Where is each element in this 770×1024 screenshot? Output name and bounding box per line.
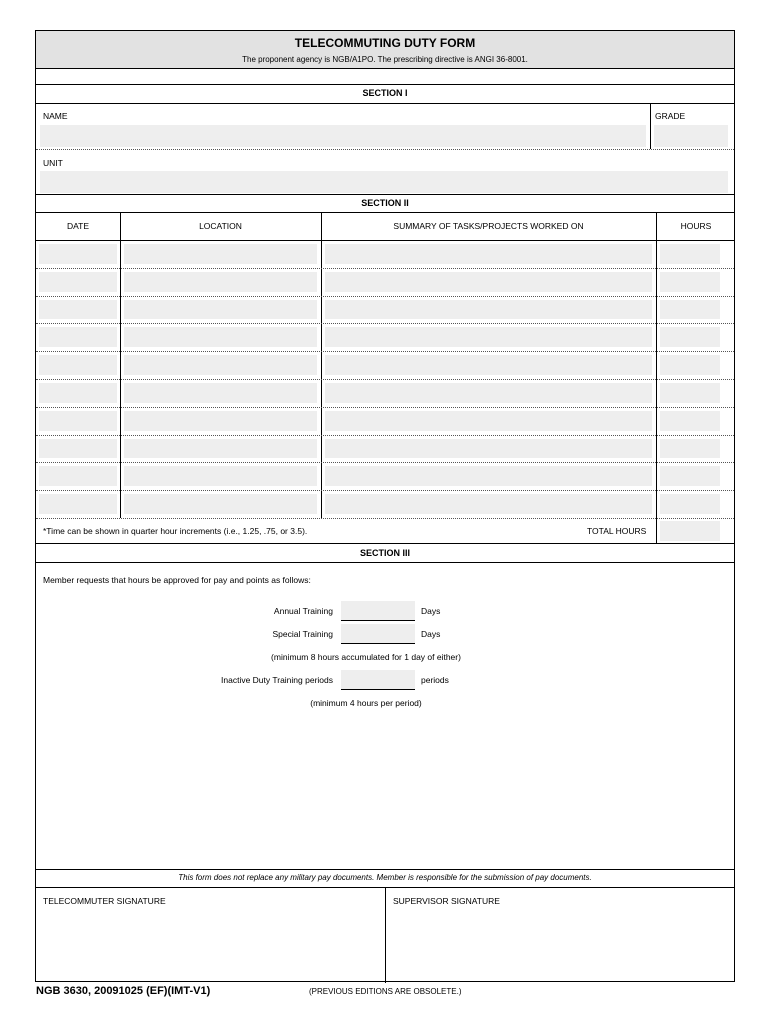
location-cell-field[interactable]	[124, 272, 317, 292]
summary-cell-field[interactable]	[325, 327, 652, 347]
unit-field[interactable]	[40, 171, 728, 193]
previous-editions-note: (PREVIOUS EDITIONS ARE OBSOLETE.)	[309, 987, 462, 996]
telecommuting-duty-form	[35, 30, 735, 982]
location-cell-field[interactable]	[124, 300, 317, 320]
idt-periods-unit: periods	[421, 675, 449, 685]
special-training-label: Special Training	[272, 629, 333, 639]
date-cell-field[interactable]	[39, 327, 117, 347]
date-cell-field[interactable]	[39, 411, 117, 431]
section-3-intro: Member requests that hours be approved for pay and points as follows:	[43, 575, 311, 585]
supervisor-signature-field[interactable]	[390, 909, 730, 979]
date-cell-field[interactable]	[39, 272, 117, 292]
minimum-days-note: (minimum 8 hours accumulated for 1 day of either)	[271, 652, 461, 662]
hours-cell-field[interactable]	[660, 272, 720, 292]
unit-label: UNIT	[43, 158, 63, 168]
special-training-unit: Days	[421, 629, 441, 639]
row-divider	[36, 490, 734, 491]
idt-periods-label: Inactive Duty Training periods	[221, 675, 333, 685]
row-divider	[36, 296, 734, 297]
hours-cell-field[interactable]	[660, 439, 720, 459]
date-cell-field[interactable]	[39, 383, 117, 403]
total-hours-field[interactable]	[660, 521, 720, 541]
col-header-location: LOCATION	[199, 221, 242, 231]
date-cell-field[interactable]	[39, 439, 117, 459]
location-cell-field[interactable]	[124, 466, 317, 486]
annual-training-unit: Days	[421, 606, 441, 616]
location-cell-field[interactable]	[124, 244, 317, 264]
annual-training-label: Annual Training	[273, 606, 333, 616]
date-cell-field[interactable]	[39, 244, 117, 264]
section-3-title: SECTION III	[359, 548, 410, 558]
pay-documents-disclaimer: This form does not replace any military pay documents. Member is responsible for the submission of pay documents.	[178, 873, 592, 882]
special-training-days-field[interactable]	[341, 624, 415, 643]
hours-cell-field[interactable]	[660, 411, 720, 431]
location-cell-field[interactable]	[124, 411, 317, 431]
hours-cell-field[interactable]	[660, 327, 720, 347]
location-cell-field[interactable]	[124, 439, 317, 459]
date-cell-field[interactable]	[39, 355, 117, 375]
idt-periods-field[interactable]	[341, 670, 415, 689]
section-1-title: SECTION I	[362, 88, 408, 98]
row-divider	[36, 462, 734, 463]
summary-cell-field[interactable]	[325, 411, 652, 431]
location-cell-field[interactable]	[124, 355, 317, 375]
supervisor-signature-label: SUPERVISOR SIGNATURE	[393, 896, 500, 906]
hours-cell-field[interactable]	[660, 494, 720, 514]
date-cell-field[interactable]	[39, 494, 117, 514]
summary-cell-field[interactable]	[325, 383, 652, 403]
summary-cell-field[interactable]	[325, 466, 652, 486]
name-field[interactable]	[40, 125, 646, 147]
total-hours-label: TOTAL HOURS	[587, 526, 647, 536]
row-divider	[36, 323, 734, 324]
name-label: NAME	[43, 111, 68, 121]
summary-cell-field[interactable]	[325, 355, 652, 375]
location-cell-field[interactable]	[124, 494, 317, 514]
grade-label: GRADE	[655, 111, 686, 121]
hours-cell-field[interactable]	[660, 466, 720, 486]
row-divider	[36, 518, 734, 519]
summary-cell-field[interactable]	[325, 439, 652, 459]
location-cell-field[interactable]	[124, 327, 317, 347]
col-header-summary: SUMMARY OF TASKS/PROJECTS WORKED ON	[393, 221, 584, 231]
telecommuter-signature-label: TELECOMMUTER SIGNATURE	[43, 896, 166, 906]
hours-cell-field[interactable]	[660, 355, 720, 375]
form-id: NGB 3630, 20091025 (EF)(IMT-V1)	[36, 985, 211, 997]
row-divider	[36, 351, 734, 352]
date-cell-field[interactable]	[39, 300, 117, 320]
telecommuter-signature-field[interactable]	[40, 909, 380, 979]
row-divider	[36, 379, 734, 380]
summary-cell-field[interactable]	[325, 272, 652, 292]
col-header-hours: HOURS	[680, 221, 712, 231]
date-cell-field[interactable]	[39, 466, 117, 486]
hours-cell-field[interactable]	[660, 244, 720, 264]
form-subtitle: The proponent agency is NGB/A1PO. The prescribing directive is ANGI 36-8001.	[242, 55, 528, 64]
location-cell-field[interactable]	[124, 383, 317, 403]
row-divider	[36, 435, 734, 436]
summary-cell-field[interactable]	[325, 244, 652, 264]
grade-field[interactable]	[654, 125, 728, 147]
row-divider	[36, 407, 734, 408]
summary-cell-field[interactable]	[325, 300, 652, 320]
hours-cell-field[interactable]	[660, 383, 720, 403]
form-title: TELECOMMUTING DUTY FORM	[294, 36, 476, 50]
row-divider	[36, 268, 734, 269]
quarter-hour-note: *Time can be shown in quarter hour increments (i.e., 1.25, .75, or 3.5).	[43, 526, 308, 536]
hours-cell-field[interactable]	[660, 300, 720, 320]
col-header-date: DATE	[66, 221, 90, 231]
summary-cell-field[interactable]	[325, 494, 652, 514]
minimum-periods-note: (minimum 4 hours per period)	[310, 698, 422, 708]
annual-training-days-field[interactable]	[341, 601, 415, 620]
section-2-title: SECTION II	[361, 198, 409, 208]
